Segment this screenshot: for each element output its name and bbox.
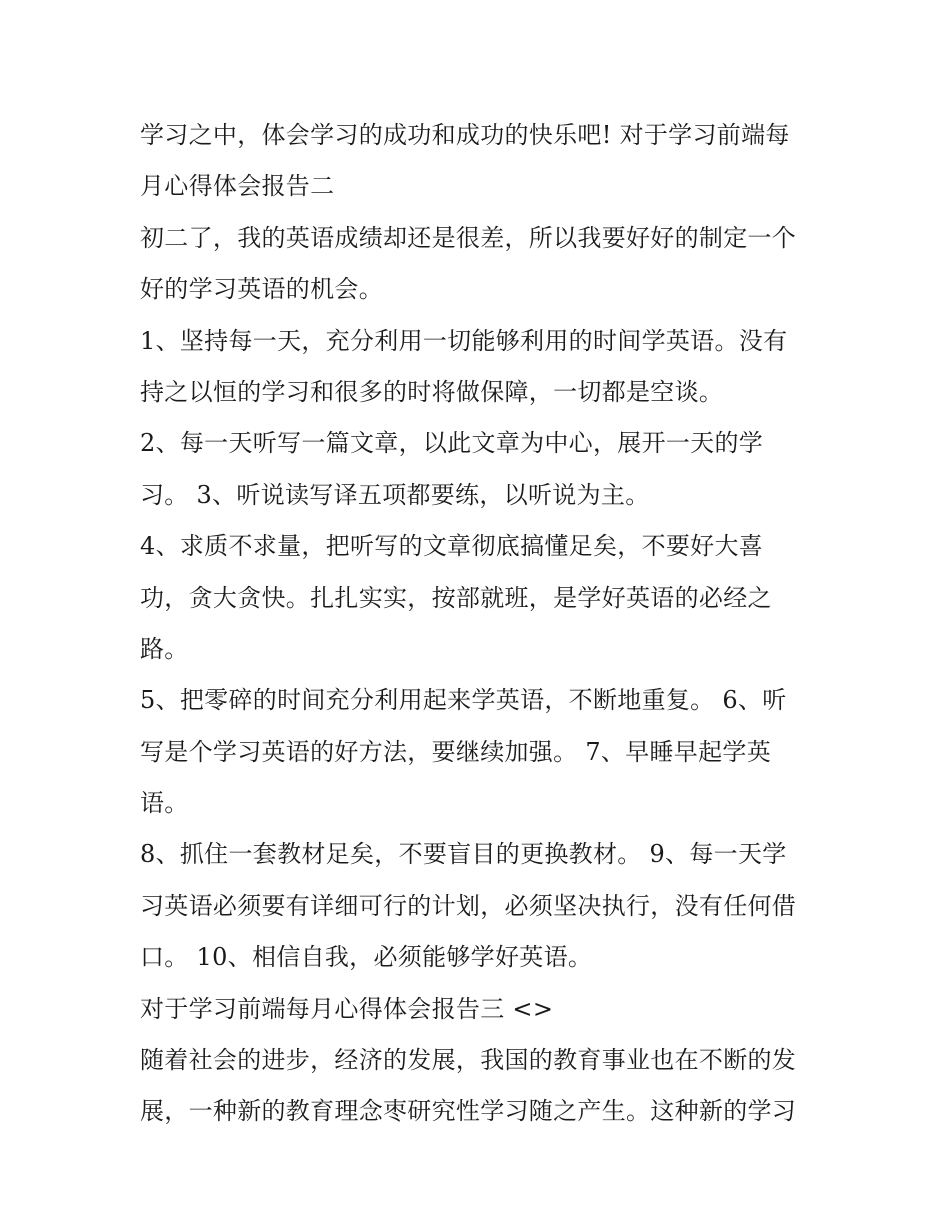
text-line: 随着社会的进步，经济的发展，我国的教育事业也在不断的发 — [140, 1046, 797, 1075]
text-line: 初二了，我的英语成绩却还是很差，所以我要好好的制定一个 — [140, 223, 797, 252]
text-line: 8、抓住一套教材足矣，不要盲目的更换教材。 9、每一天学 — [140, 840, 787, 869]
text-line: 4、求质不求量，把听写的文章彻底搞懂足矣，不要好大喜 — [140, 532, 764, 561]
text-line: 写是个学习英语的好方法，要继续加强。 7、早睡早起学英 — [140, 737, 771, 766]
text-line: 持之以恒的学习和很多的时将做保障，一切都是空谈。 — [140, 377, 724, 406]
text-line: 5、把零碎的时间充分利用起来学英语，不断地重复。 6、听 — [140, 686, 787, 715]
text-line: 展，一种新的教育理念枣研究性学习随之产生。这种新的学习 — [140, 1097, 797, 1126]
section-heading: 对于学习前端每月心得体会报告三 <> — [140, 994, 554, 1023]
text-line: 2、每一天听写一篇文章，以此文章为中心，展开一天的学 — [140, 429, 764, 458]
text-line: 学习之中，体会学习的成功和成功的快乐吧! 对于学习前端每 — [140, 121, 790, 149]
text-line: 功，贪大贪快。扎扎实实，按部就班，是学好英语的必经之 — [140, 583, 772, 612]
text-line: 语。 — [140, 789, 189, 818]
text-line: 路。 — [140, 634, 189, 663]
text-line: 习英语必须要有详细可行的计划，必须坚决执行，没有任何借 — [140, 891, 797, 920]
text-line: 月心得体会报告二 — [140, 172, 335, 201]
document-body — [140, 110, 820, 1138]
text-line: 1、坚持每一天，充分利用一切能够利用的时间学英语。没有 — [140, 326, 788, 355]
text-line: 习。 3、听说读写译五项都要练，以听说为主。 — [140, 480, 650, 509]
text-line: 口。 10、相信自我，必须能够学好英语。 — [140, 943, 593, 972]
text-line: 好的学习英语的机会。 — [140, 275, 383, 304]
